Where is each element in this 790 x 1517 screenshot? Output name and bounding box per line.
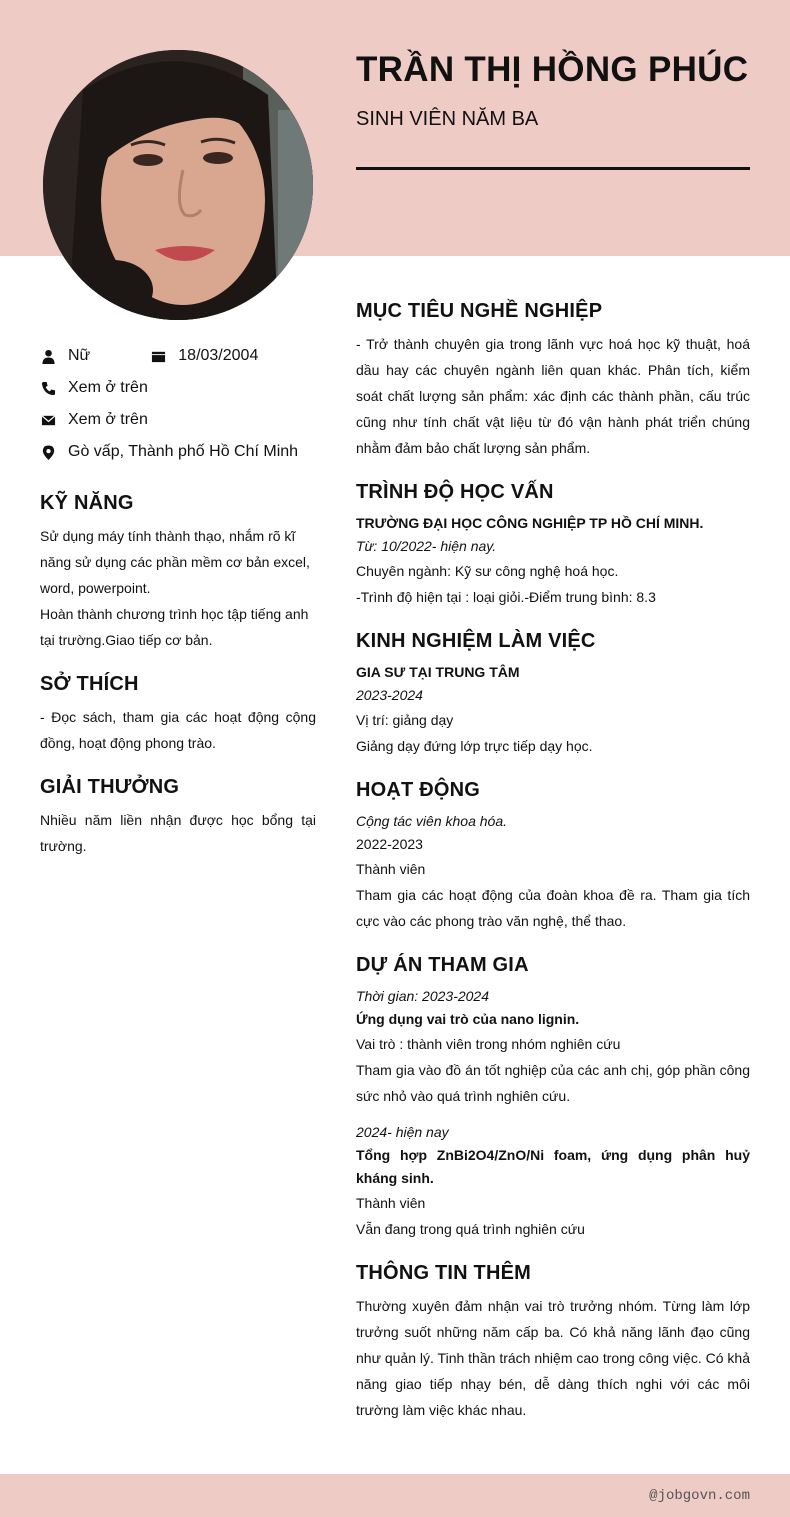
- projects-title: DỰ ÁN THAM GIA: [356, 954, 529, 976]
- skills-line-1: Sử dụng máy tính thành thạo, nhắm rõ kĩ năng sử dụng các phần mềm cơ bản excel, word, powerpoint.: [40, 528, 310, 596]
- skills-section: [40, 492, 316, 653]
- activities-org: Cộng tác viên khoa hóa.: [356, 813, 507, 829]
- project-role: Vai trò : thành viên trong nhóm nghiên cứu: [356, 1036, 621, 1052]
- project-item: [356, 1121, 750, 1242]
- experience-title: KINH NGHIỆM LÀM VIỆC: [356, 630, 596, 652]
- activities-role: Thành viên: [356, 861, 426, 877]
- skills-line-2: Hoàn thành chương trình học tập tiếng anh tại trường.Giao tiếp cơ bản.: [40, 606, 309, 648]
- right-column: [356, 300, 750, 1443]
- project-item: [356, 985, 750, 1109]
- footer-credit: @jobgovn.com: [649, 1488, 750, 1504]
- profile-photo-illustration: [43, 50, 313, 320]
- experience-section: [356, 630, 750, 759]
- contact-row-phone: [40, 372, 316, 404]
- education-section: [356, 481, 750, 610]
- project-name: Tổng hợp ZnBi2O4/ZnO/Ni foam, ứng dụng phân huỷ kháng sinh.: [356, 1147, 750, 1186]
- activities-period: 2022-2023: [356, 836, 423, 852]
- education-title: TRÌNH ĐỘ HỌC VẤN: [356, 481, 554, 503]
- projects-section: [356, 954, 750, 1242]
- experience-org: GIA SƯ TẠI TRUNG TÂM: [356, 664, 520, 680]
- experience-desc: Giảng dạy đứng lớp trực tiếp dạy học.: [356, 738, 593, 754]
- project-desc: Vẫn đang trong quá trình nghiên cứu: [356, 1221, 585, 1237]
- activities-section: [356, 779, 750, 934]
- education-major: Chuyên ngành: Kỹ sư công nghệ hoá học.: [356, 563, 619, 579]
- mail-icon: [40, 412, 56, 428]
- experience-period: 2023-2024: [356, 687, 423, 703]
- gender-value: Nữ: [68, 347, 91, 364]
- footer-band: [0, 1474, 790, 1517]
- project-period: 2024- hiện nay: [356, 1124, 449, 1140]
- awards-text: Nhiều năm liền nhận được học bổng tại trường.: [40, 812, 316, 854]
- phone-value: Xem ở trên: [68, 379, 148, 396]
- birthdate-value: 18/03/2004: [178, 347, 259, 364]
- more-info-section: [356, 1262, 750, 1423]
- hobbies-text: - Đọc sách, tham gia các hoạt động cộng đồng, hoạt động phong trào.: [40, 709, 316, 751]
- profile-photo: [43, 50, 313, 320]
- contact-row-basic: [40, 340, 316, 372]
- left-column: [40, 340, 316, 859]
- objective-title: MỤC TIÊU NGHỀ NGHIỆP: [356, 300, 603, 322]
- project-name: Ứng dụng vai trò của nano lignin.: [356, 1011, 580, 1027]
- more-info-text: Thường xuyên đảm nhận vai trò trưởng nhóm. Từng làm lớp trưởng suốt những năm cấp ba. Có khả năng lãnh đạo cũng như quản lý. Tinh thần trách nhiệm cao trong công việc. Có khả năng giao tiếp nhạy bén, dễ dàng thích nghi với các môi trường làm việc khác nhau.: [356, 1298, 750, 1418]
- education-level: -Trình độ hiện tại : loại giỏi.-Điểm trung bình: 8.3: [356, 589, 656, 605]
- objective-section: [356, 300, 750, 461]
- project-role: Thành viên: [356, 1195, 426, 1211]
- calendar-icon: [150, 348, 166, 364]
- objective-text: - Trở thành chuyên gia trong lãnh vực hoá học kỹ thuật, hoá dầu hay các chuyên ngành liên quan khác. Phân tích, kiểm soát chất lượng sản phẩm: xác định các thành phần, cấu trúc cũng như tính chất vật liệu từ đó vận hành phát triển chúng nhằm đảm bảo chất lượng sản phẩm.: [356, 336, 750, 456]
- awards-section: [40, 776, 316, 859]
- gender-item: [40, 347, 90, 365]
- candidate-name: TRẦN THỊ HỒNG PHÚC: [356, 50, 749, 89]
- awards-title: GIẢI THƯỞNG: [40, 776, 180, 798]
- activities-desc: Tham gia các hoạt động của đoàn khoa đề ra. Tham gia tích cực vào các phong trào văn nghệ, thể thao.: [356, 887, 750, 929]
- header-divider: [356, 167, 750, 170]
- hobbies-section: [40, 673, 316, 756]
- project-desc: Tham gia vào đồ án tốt nghiệp của các anh chị, góp phần công sức nhỏ vào quá trình nghiên cứu.: [356, 1062, 750, 1104]
- more-info-title: THÔNG TIN THÊM: [356, 1262, 532, 1284]
- candidate-title: SINH VIÊN NĂM BA: [356, 108, 539, 130]
- person-icon: [40, 348, 56, 364]
- skills-title: KỸ NĂNG: [40, 492, 134, 514]
- location-pin-icon: [40, 444, 56, 460]
- education-period: Từ: 10/2022- hiện nay.: [356, 538, 497, 554]
- email-value: Xem ở trên: [68, 411, 148, 428]
- contact-row-email: [40, 404, 316, 436]
- birthdate-item: [150, 347, 258, 365]
- hobbies-title: SỞ THÍCH: [40, 673, 139, 695]
- address-value: Gò vấp, Thành phố Hồ Chí Minh: [68, 443, 299, 460]
- project-period: Thời gian: 2023-2024: [356, 988, 489, 1004]
- experience-position: Vị trí: giảng dạy: [356, 712, 454, 728]
- contact-row-address: [40, 436, 316, 468]
- activities-title: HOẠT ĐỘNG: [356, 779, 481, 801]
- education-school: TRƯỜNG ĐẠI HỌC CÔNG NGHIỆP TP HỒ CHÍ MINH.: [356, 515, 704, 531]
- phone-icon: [40, 380, 56, 396]
